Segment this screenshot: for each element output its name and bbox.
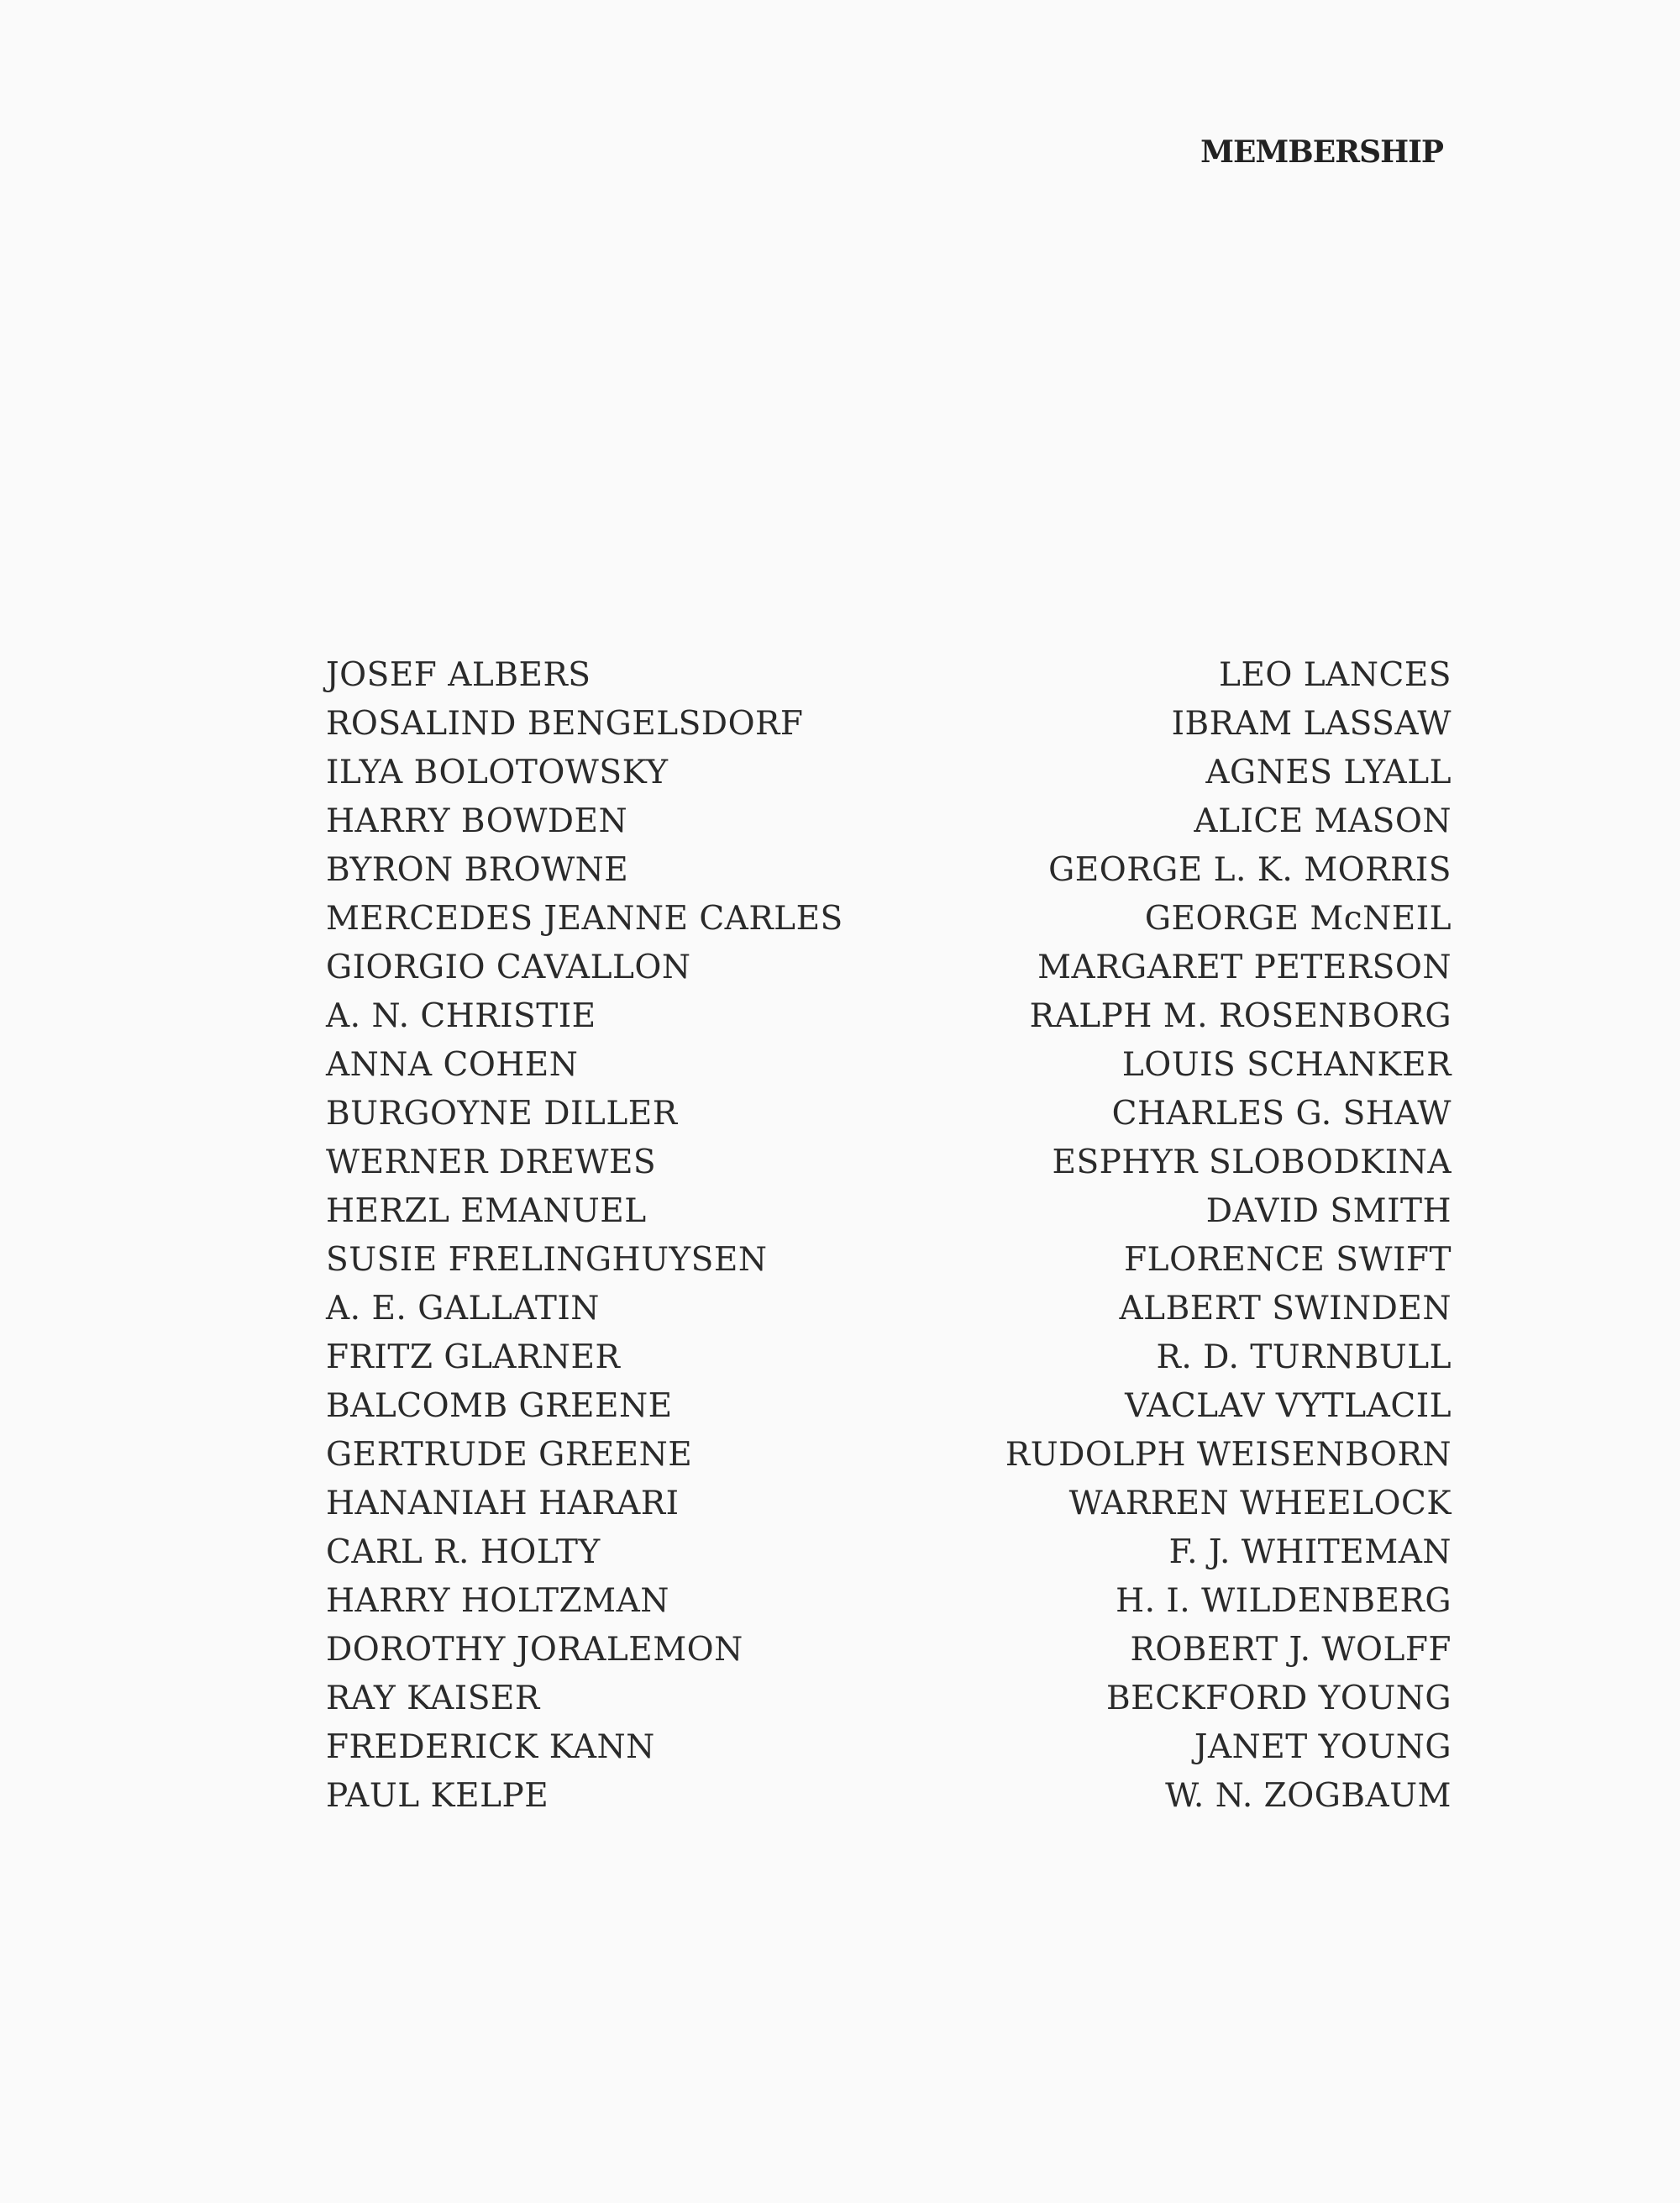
member-name: GIORGIO CAVALLON bbox=[326, 949, 691, 986]
member-name: CHARLES G. SHAW bbox=[1111, 1095, 1452, 1133]
member-name: PAUL KELPE bbox=[326, 1777, 549, 1815]
member-name: IBRAM LASSAW bbox=[1171, 705, 1452, 743]
member-name: HARRY BOWDEN bbox=[326, 802, 628, 840]
member-name: ALICE MASON bbox=[1194, 802, 1452, 840]
member-name: BECKFORD YOUNG bbox=[1105, 1680, 1452, 1717]
member-name: W. N. ZOGBAUM bbox=[1165, 1777, 1452, 1815]
member-name: A. E. GALLATIN bbox=[326, 1290, 600, 1328]
member-name: WERNER DREWES bbox=[326, 1144, 657, 1181]
member-name: DOROTHY JORALEMON bbox=[326, 1631, 743, 1669]
member-name: JOSEF ALBERS bbox=[326, 656, 591, 694]
member-name: ROBERT J. WOLFF bbox=[1130, 1631, 1452, 1669]
member-name: JANET YOUNG bbox=[1194, 1728, 1452, 1766]
member-name: RAY KAISER bbox=[326, 1680, 540, 1717]
member-name: R. D. TURNBULL bbox=[1156, 1338, 1452, 1376]
member-name: GERTRUDE GREENE bbox=[326, 1436, 693, 1474]
member-name: MARGARET PETERSON bbox=[1037, 949, 1452, 986]
member-name: GEORGE McNEIL bbox=[1144, 900, 1452, 938]
member-name: FLORENCE SWIFT bbox=[1124, 1241, 1452, 1279]
member-name: RALPH M. ROSENBORG bbox=[1029, 997, 1452, 1035]
member-name: ESPHYR SLOBODKINA bbox=[1052, 1144, 1452, 1181]
member-name: BALCOMB GREENE bbox=[326, 1387, 673, 1425]
member-name: ALBERT SWINDEN bbox=[1119, 1290, 1452, 1328]
left-member-column bbox=[326, 651, 914, 1821]
member-name: F. J. WHITEMAN bbox=[1168, 1533, 1452, 1571]
member-name: MERCEDES JEANNE CARLES bbox=[326, 900, 843, 938]
member-name: GEORGE L. K. MORRIS bbox=[1048, 851, 1452, 889]
member-name: VACLAV VYTLACIL bbox=[1125, 1387, 1452, 1425]
page-title: MEMBERSHIP bbox=[1200, 134, 1443, 170]
member-name: H. I. WILDENBERG bbox=[1116, 1582, 1452, 1620]
right-member-column bbox=[864, 651, 1452, 1821]
member-name: WARREN WHEELOCK bbox=[1068, 1485, 1452, 1522]
member-name: LOUIS SCHANKER bbox=[1121, 1046, 1452, 1084]
member-name: ILYA BOLOTOWSKY bbox=[326, 754, 669, 791]
member-name: HANANIAH HARARI bbox=[326, 1485, 680, 1522]
member-name: HARRY HOLTZMAN bbox=[326, 1582, 669, 1620]
member-name: BYRON BROWNE bbox=[326, 851, 629, 889]
member-name: HERZL EMANUEL bbox=[326, 1192, 647, 1230]
member-name: FRITZ GLARNER bbox=[326, 1338, 621, 1376]
member-name: SUSIE FRELINGHUYSEN bbox=[326, 1241, 768, 1279]
member-name: CARL R. HOLTY bbox=[326, 1533, 601, 1571]
member-name: RUDOLPH WEISENBORN bbox=[1005, 1436, 1452, 1474]
member-name: A. N. CHRISTIE bbox=[326, 997, 596, 1035]
member-name: LEO LANCES bbox=[1219, 656, 1452, 694]
member-name: DAVID SMITH bbox=[1205, 1192, 1452, 1230]
member-name: ANNA COHEN bbox=[326, 1046, 579, 1084]
member-name: BURGOYNE DILLER bbox=[326, 1095, 678, 1133]
member-name: AGNES LYALL bbox=[1205, 754, 1452, 791]
member-name: FREDERICK KANN bbox=[326, 1728, 655, 1766]
member-name: ROSALIND BENGELSDORF bbox=[326, 705, 804, 743]
